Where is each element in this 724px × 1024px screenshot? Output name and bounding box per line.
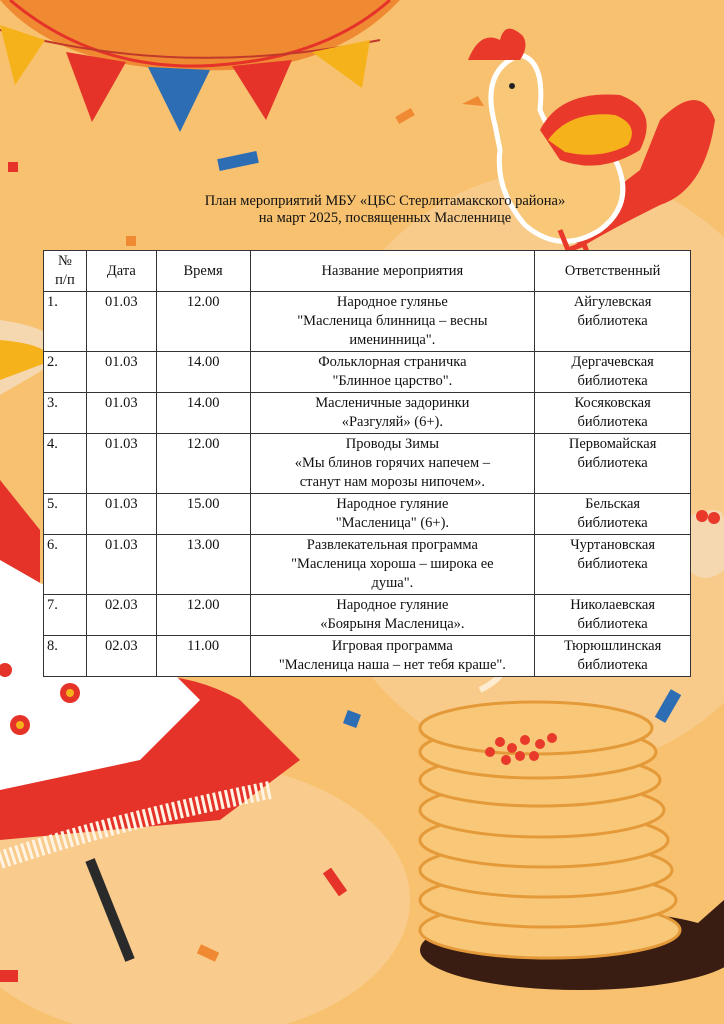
row-date: 01.03: [86, 393, 156, 434]
row-date: 01.03: [86, 535, 156, 595]
row-responsible: [535, 393, 691, 434]
row-number: 4.: [44, 434, 87, 494]
header-responsible: Ответственный: [535, 251, 691, 292]
event-line: «Разгуляй» (6+).: [341, 414, 444, 430]
responsible-line: библиотека: [577, 515, 648, 531]
title-line-1: План мероприятий МБУ «ЦБС Стерлитамакского района»: [204, 193, 566, 209]
row-number: 3.: [44, 393, 87, 434]
events-table: [43, 250, 691, 677]
row-date: 02.03: [86, 595, 156, 636]
header-time: Время: [156, 251, 250, 292]
event-line: Народное гулянье: [336, 294, 448, 310]
row-time: 15.00: [156, 494, 250, 535]
event-line: «Мы блинов горячих напечем –: [294, 455, 491, 471]
responsible-line: Дергачевская: [571, 354, 654, 370]
event-line: станут нам морозы нипочем».: [299, 474, 486, 490]
responsible-line: Первомайская: [568, 436, 657, 452]
row-number: 7.: [44, 595, 87, 636]
row-date: 01.03: [86, 434, 156, 494]
document-title: [0, 193, 724, 227]
row-date: 02.03: [86, 636, 156, 677]
event-line: Народное гуляние: [336, 496, 449, 512]
row-event-name: [250, 636, 535, 677]
responsible-line: библиотека: [577, 616, 648, 632]
event-line: Проводы Зимы: [345, 436, 439, 452]
table-row: [44, 595, 691, 636]
responsible-line: Чуртановская: [570, 537, 656, 553]
title-line-2: на март 2025, посвященных Масленнице: [258, 210, 512, 226]
row-number: 5.: [44, 494, 87, 535]
responsible-line: библиотека: [577, 313, 648, 329]
row-event-name: [250, 494, 535, 535]
responsible-line: Косяковская: [574, 395, 651, 411]
responsible-line: Николаевская: [570, 597, 656, 613]
row-number: 8.: [44, 636, 87, 677]
row-time: 13.00: [156, 535, 250, 595]
row-event-name: [250, 535, 535, 595]
row-event-name: [250, 292, 535, 352]
responsible-line: библиотека: [577, 455, 648, 471]
responsible-line: Тюрюшлинская: [563, 638, 662, 654]
table-row: [44, 292, 691, 352]
table-header-row: [44, 251, 691, 292]
row-number: 6.: [44, 535, 87, 595]
row-event-name: [250, 352, 535, 393]
event-line: "Масленица наша – нет тебя краше".: [278, 657, 506, 673]
responsible-line: библиотека: [577, 414, 648, 430]
row-date: 01.03: [86, 352, 156, 393]
row-event-name: [250, 595, 535, 636]
event-line: "Блинное царство".: [332, 373, 453, 389]
event-line: Развлекательная программа: [306, 537, 478, 553]
header-date: Дата: [86, 251, 156, 292]
row-number: 2.: [44, 352, 87, 393]
event-line: Фольклорная страничка: [318, 354, 467, 370]
table-row: [44, 535, 691, 595]
row-time: 14.00: [156, 352, 250, 393]
row-event-name: [250, 393, 535, 434]
row-date: 01.03: [86, 494, 156, 535]
responsible-line: библиотека: [577, 556, 648, 572]
row-responsible: [535, 352, 691, 393]
table-row: [44, 494, 691, 535]
event-line: Масленичные задоринки: [315, 395, 470, 411]
responsible-line: Бельская: [585, 496, 641, 512]
row-responsible: [535, 292, 691, 352]
responsible-line: Айгулевская: [573, 294, 652, 310]
row-responsible: [535, 494, 691, 535]
row-time: 12.00: [156, 434, 250, 494]
row-responsible: [535, 434, 691, 494]
row-time: 12.00: [156, 595, 250, 636]
event-line: "Масленица блинница – весны: [297, 313, 488, 329]
event-line: Игровая программа: [331, 638, 453, 654]
table-row: [44, 636, 691, 677]
responsible-line: библиотека: [577, 373, 648, 389]
table-row: [44, 434, 691, 494]
row-time: 14.00: [156, 393, 250, 434]
row-responsible: [535, 595, 691, 636]
row-event-name: [250, 434, 535, 494]
responsible-line: библиотека: [577, 657, 648, 673]
event-line: «Боярыня Масленица».: [320, 616, 465, 632]
header-num: № п/п: [44, 251, 87, 292]
row-date: 01.03: [86, 292, 156, 352]
event-line: "Масленица хороша – широка ее: [291, 556, 494, 572]
event-line: Народное гуляние: [336, 597, 449, 613]
event-line: именинница".: [349, 332, 436, 348]
table-row: [44, 352, 691, 393]
table-row: [44, 393, 691, 434]
event-line: "Масленица" (6+).: [335, 515, 450, 531]
event-line: душа".: [371, 575, 414, 591]
row-time: 12.00: [156, 292, 250, 352]
row-responsible: [535, 636, 691, 677]
row-number: 1.: [44, 292, 87, 352]
header-event: Название мероприятия: [250, 251, 535, 292]
row-time: 11.00: [156, 636, 250, 677]
row-responsible: [535, 535, 691, 595]
